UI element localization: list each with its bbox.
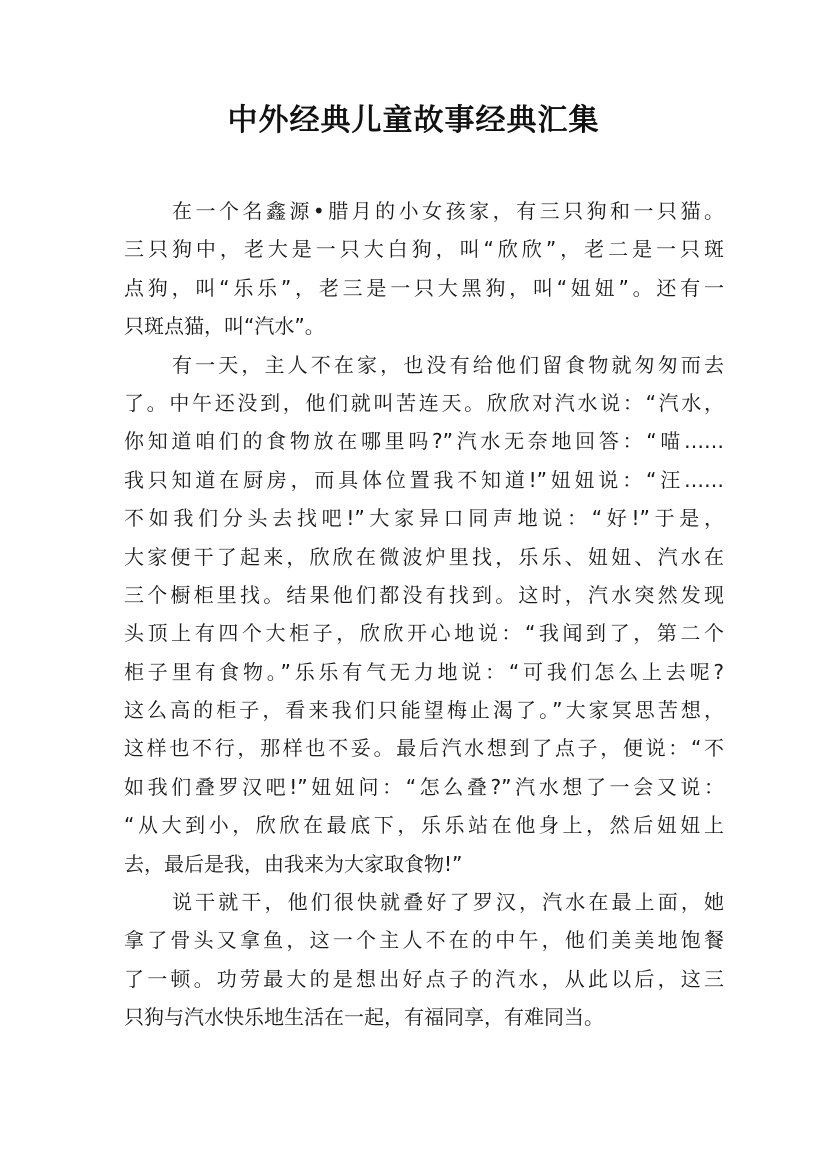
- paragraph-3-line: 只狗与汽水快乐地生活在一起，有福同享，有难同当。: [124, 1005, 604, 1030]
- paragraph-2-line: 去，最后是我，由我来为大家取食物!”: [124, 851, 463, 876]
- paragraph-2-line: 三个橱柜里找。结果他们都没有找到。这时，汽水突然发现: [124, 582, 724, 607]
- story-body: [124, 192, 724, 1037]
- paragraph-3-line: 拿了骨头又拿鱼，这一个主人不在的中午，他们美美地饱餐: [124, 928, 724, 953]
- paragraph-1-line: 点狗，叫“乐乐”，老三是一只大黑狗，叫“妞妞”。还有一: [124, 275, 724, 300]
- paragraph-2-line: 如我们叠罗汉吧!”妞妞问：“怎么叠?”汽水想了一会又说：: [124, 774, 724, 799]
- paragraph-2-line: 这么高的柜子，看来我们只能望梅止渴了。”大家冥思苦想，: [124, 698, 724, 723]
- paragraph-1-line: 只斑点猫，叫“汽水”。: [124, 314, 325, 339]
- paragraph-2-line: 我只知道在厨房，而具体位置我不知道!”妞妞说：“汪……: [124, 467, 724, 492]
- paragraph-2-line: 有一天，主人不在家，也没有给他们留食物就匆匆而去: [172, 352, 724, 377]
- paragraph-3-line: 说干就干，他们很快就叠好了罗汉，汽水在最上面，她: [172, 890, 724, 915]
- paragraph-3-line: 了一顿。功劳最大的是想出好点子的汽水，从此以后，这三: [124, 966, 724, 991]
- paragraph-2-line: 你知道咱们的食物放在哪里吗?”汽水无奈地回答：“喵……: [124, 429, 724, 454]
- paragraph-1-line: 在一个名鑫源•腊月的小女孩家，有三只狗和一只猫。: [172, 199, 724, 223]
- paragraph-2-line: 柜子里有食物。”乐乐有气无力地说：“可我们怎么上去呢?: [124, 659, 724, 684]
- paragraph-2-line: 大家便干了起来，欣欣在微波炉里找，乐乐、妞妞、汽水在: [124, 544, 724, 569]
- document-title: 中外经典儿童故事经典汇集: [227, 103, 600, 138]
- paragraph-2-line: 头顶上有四个大柜子，欣欣开心地说：“我闻到了，第二个: [124, 621, 724, 646]
- paragraph-1-line: 三只狗中，老大是一只大白狗，叫“欣欣”，老二是一只斑: [124, 237, 724, 262]
- paragraph-2-line: 这样也不行，那样也不妥。最后汽水想到了点子，便说：“不: [124, 736, 724, 761]
- paragraph-2-line: 不如我们分头去找吧!”大家异口同声地说：“好!”于是，: [124, 506, 724, 531]
- paragraph-2-line: “从大到小，欣欣在最底下，乐乐站在他身上，然后妞妞上: [124, 813, 724, 838]
- paragraph-2-line: 了。中午还没到，他们就叫苦连天。欣欣对汽水说：“汽水，: [124, 390, 724, 415]
